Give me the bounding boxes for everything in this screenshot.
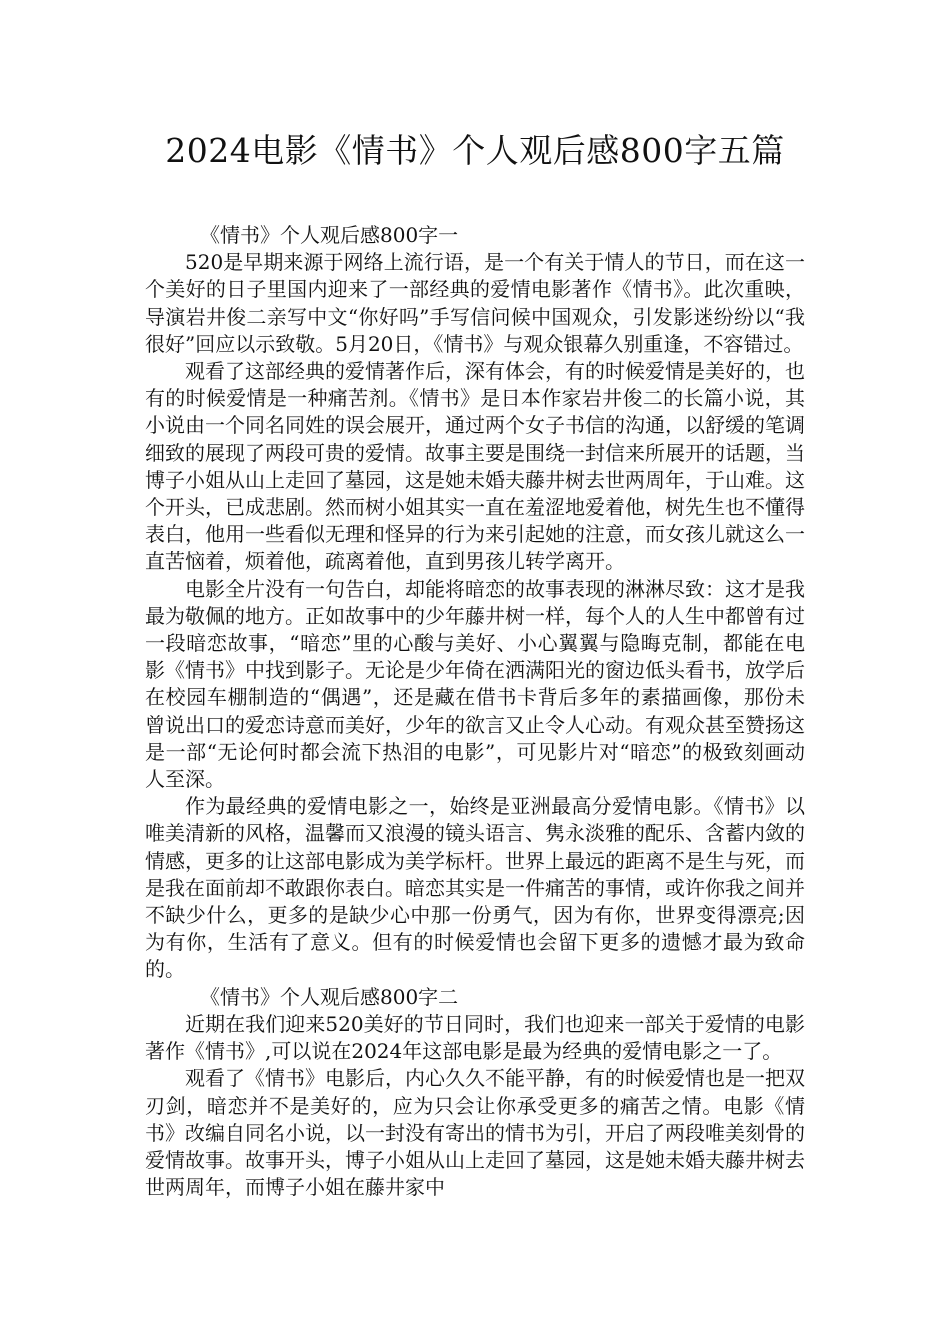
section-1	[145, 222, 805, 984]
document-title: 2024电影《情书》个人观后感800字五篇	[165, 131, 785, 170]
paragraph: 作为最经典的爱情电影之一，始终是亚洲最高分爱情电影。《情书》以唯美清新的风格，温馨而又浪漫的镜头语言、隽永淡雅的配乐、含蓄内敛的情感，更多的让这部电影成为美学标杆。世界上最远的距离不是生与死，而是我在面前却不敢跟你表白。暗恋其实是一件痛苦的事情，或许你我之间并不缺少什么，更多的是缺少心中那一份勇气，因为有你，世界变得漂亮;因为有你，生活有了意义。但有的时候爱情也会留下更多的遗憾才最为致命的。	[145, 794, 805, 982]
section-heading: 《情书》个人观后感800字二	[200, 984, 459, 1009]
paragraph: 观看了这部经典的爱情著作后，深有体会，有的时候爱情是美好的，也有的时候爱情是一种痛苦剂。《情书》是日本作家岩井俊二的长篇小说，其小说由一个同名同姓的误会展开，通过两个女子书信的沟通，以舒缓的笔调细致的展现了两段可贵的爱情。故事主要是围绕一封信来所展开的话题，当博子小姐从山上走回了墓园，这是她未婚夫藤井树去世两周年，于山难。这个开头，已成悲剧。然而树小姐其实一直在羞涩地爱着他，树先生也不懂得表白，他用一些看似无理和怪异的行为来引起她的注意，而女孩儿就这么一直苦恼着，烦着他，疏离着他，直到男孩儿转学离开。	[145, 359, 805, 574]
paragraph: 近期在我们迎来520美好的节日同时，我们也迎来一部关于爱情的电影著作《情书》,可以说在2024年这部电影是最为经典的爱情电影之一了。	[145, 1011, 805, 1064]
section-2	[145, 984, 805, 1202]
paragraph: 观看了《情书》电影后，内心久久不能平静，有的时候爱情也是一把双刃剑，暗恋并不是美好的，应为只会让你承受更多的痛苦之情。电影《情书》改编自同名小说，以一封没有寄出的情书为引，开启了两段唯美刻骨的爱情故事。故事开头，博子小姐从山上走回了墓园，这是她未婚夫藤井树去世两周年，而博子小姐在藤井家中	[145, 1066, 805, 1200]
document-body	[145, 222, 805, 1201]
paragraph: 电影全片没有一句告白，却能将暗恋的故事表现的淋淋尽致：这才是我最为敬佩的地方。正如故事中的少年藤井树一样，每个人的人生中都曾有过一段暗恋故事，“暗恋”里的心酸与美好、小心翼翼与隐晦克制，都能在电影《情书》中找到影子。无论是少年倚在洒满阳光的窗边低头看书，放学后在校园车棚制造的“偶遇”，还是藏在借书卡背后多年的素描画像，那份未曾说出口的爱恋诗意而美好，少年的欲言又止令人心动。有观众甚至赞扬这是一部“无论何时都会流下热泪的电影”，可见影片对“暗恋”的极致刻画动人至深。	[145, 576, 805, 792]
section-heading: 《情书》个人观后感800字一	[200, 223, 459, 247]
paragraph: 520是早期来源于网络上流行语，是一个有关于情人的节日，而在这一个美好的日子里国内迎来了一部经典的爱情电影著作《情书》。此次重映，导演岩井俊二亲写中文“你好吗”手写信问候中国观众，引发影迷纷纷以“我很好”回应以示致敬。5月20日，《情书》与观众银幕久别重逢，不容错过。	[145, 250, 805, 356]
